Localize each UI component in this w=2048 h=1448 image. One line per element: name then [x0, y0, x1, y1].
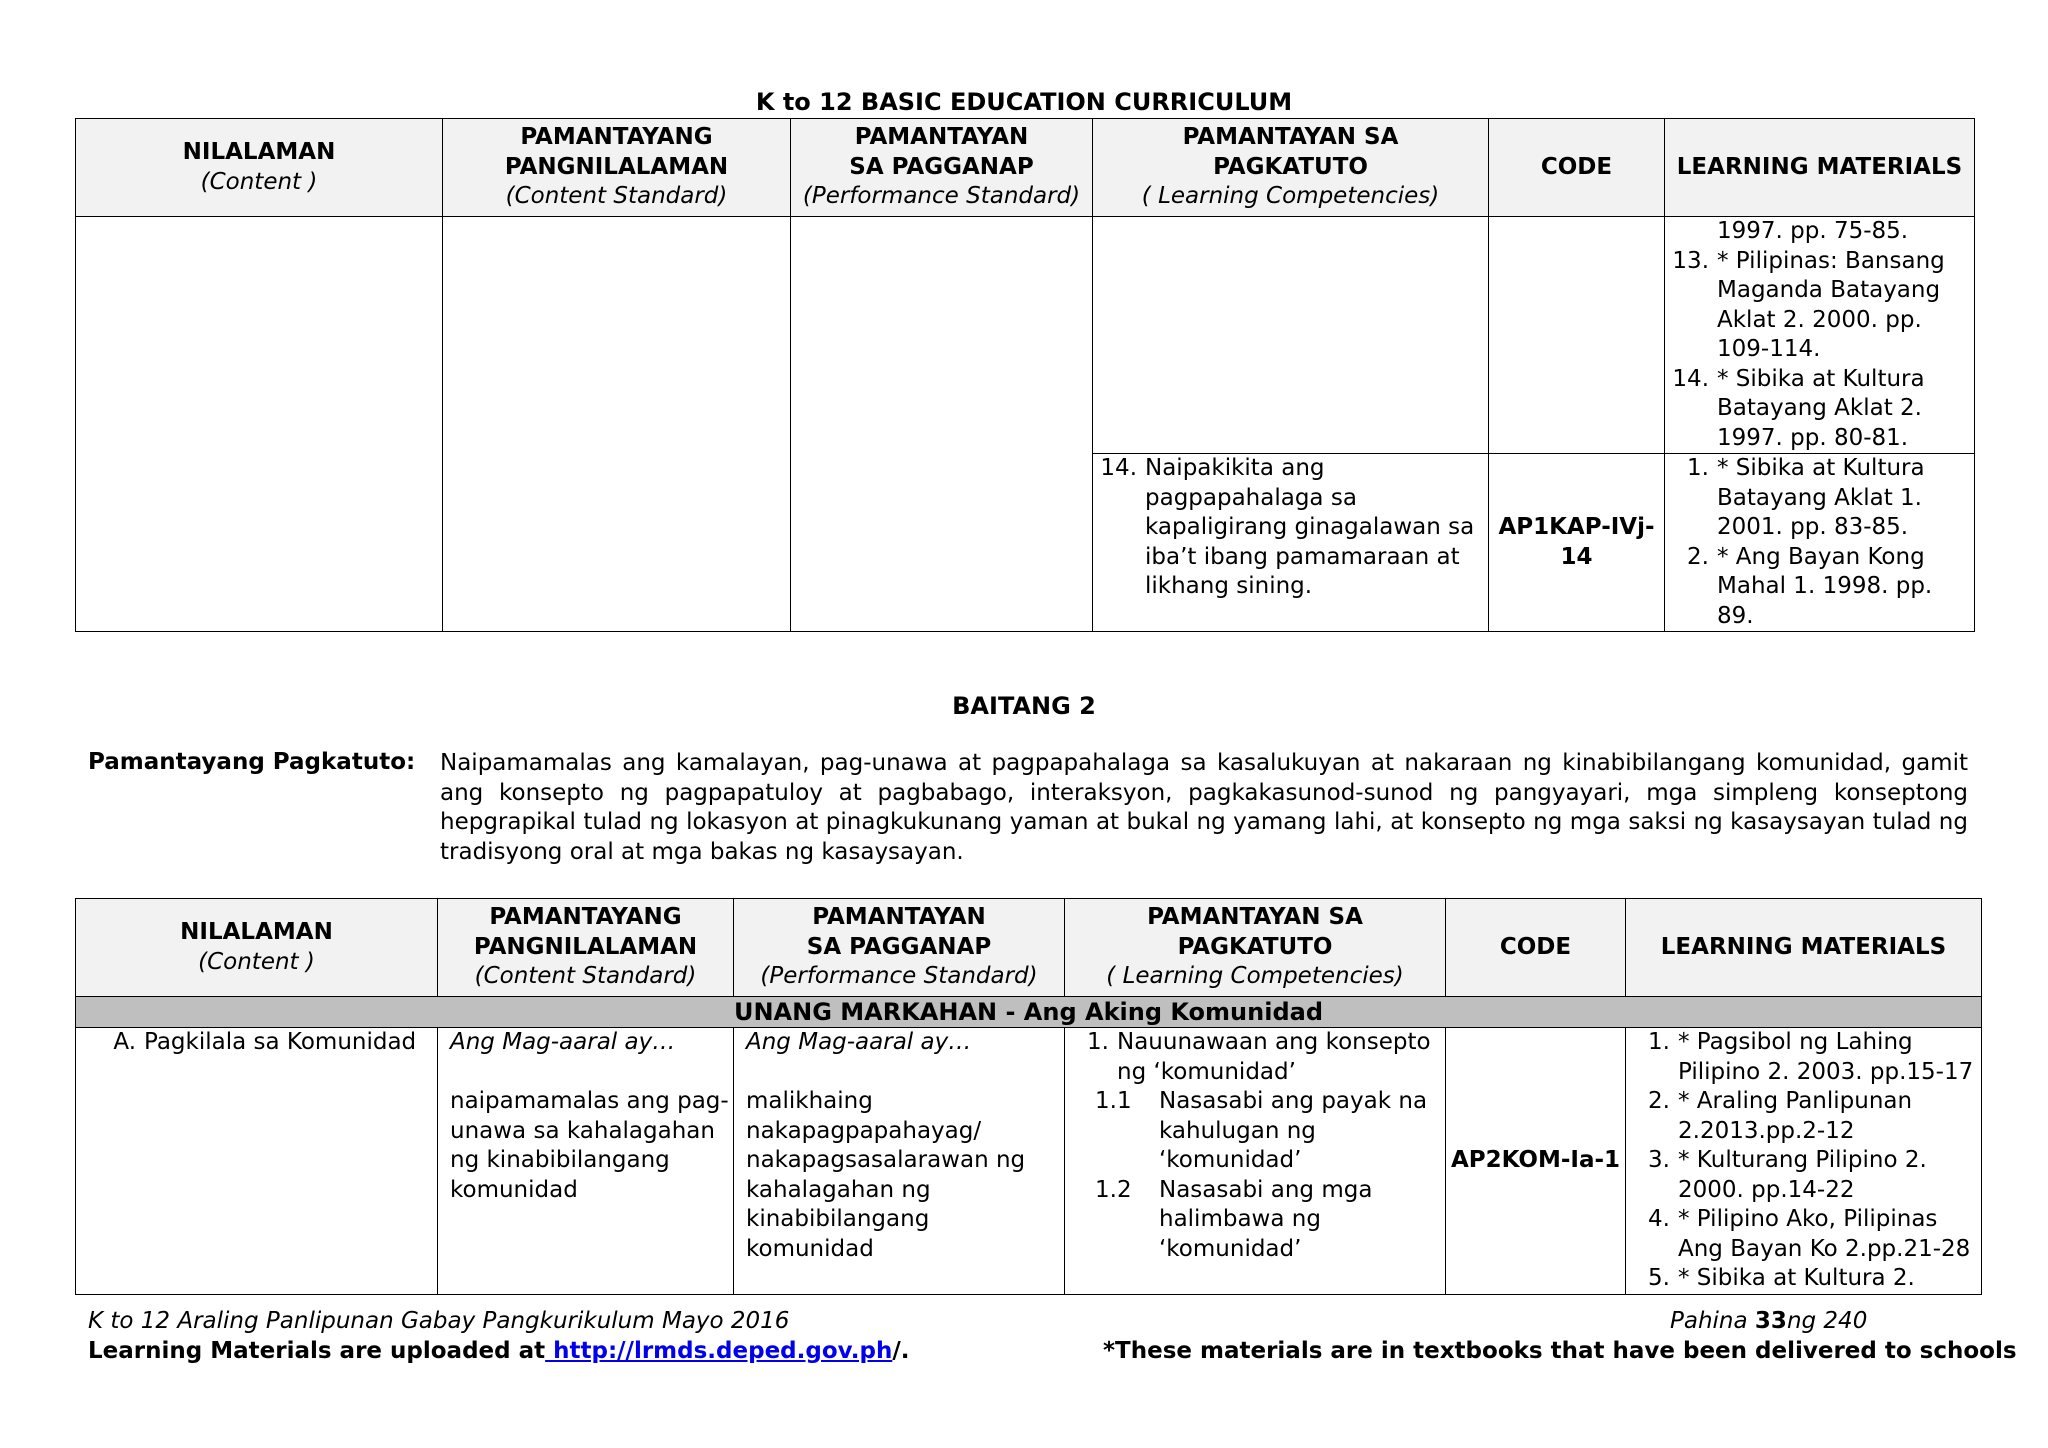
content-item: A. Pagkilala sa Komunidad	[113, 1029, 417, 1055]
footer-upload-note: Learning Materials are uploaded at http://lrmds.deped.gov.ph/.	[88, 1338, 910, 1364]
materials-cell	[1665, 454, 1975, 632]
quarter-row	[76, 997, 1982, 1028]
header-content-standard: PAMANTAYANG PANGNILALAMAN (Content Standard)	[443, 119, 791, 217]
list-item: 13. * Pilipinas: Bansang Maganda Batayang Aklat 2. 2000. pp. 109-114.	[1672, 247, 1945, 362]
list-item: 5. * Sibika at Kultura 2.	[1648, 1265, 1915, 1291]
document-title: K to 12 BASIC EDUCATION CURRICULUM	[755, 88, 1293, 116]
competency-item: 14. Naipakikita ang pagpapahalaga sa kapaligirang ginagalawan sa iba’t ibang pamamaraan at likhang sining.	[1100, 455, 1475, 599]
list-item: 2. * Ang Bayan Kong Mahal 1. 1998. pp. 89.	[1687, 543, 1933, 629]
materials-cell	[1626, 1028, 1982, 1295]
section-heading: BAITANG 2	[952, 692, 1096, 720]
header-code: CODE	[1446, 899, 1626, 997]
header-content: NILALAMAN (Content )	[76, 899, 438, 997]
competency-code: AP2KOM-Ia-1	[1450, 1147, 1621, 1173]
header-performance-standard: PAMANTAYAN SA PAGGANAP (Performance Standard)	[734, 899, 1065, 997]
header-learning-competencies: PAMANTAYAN SA PAGKATUTO ( Learning Competencies)	[1093, 119, 1489, 217]
header-code: CODE	[1489, 119, 1665, 217]
header-content-standard: PAMANTAYANG PANGNILALAMAN (Content Standard)	[438, 899, 734, 997]
competency-cell	[1093, 454, 1489, 632]
materials-cell	[1665, 217, 1975, 454]
competency-cell	[1093, 217, 1489, 454]
code-cell	[1489, 454, 1665, 632]
curriculum-table-grade1	[75, 118, 1975, 632]
standard-text: Naipamamalas ang kamalayan, pag-unawa at pagpapahalaga sa kasalukuyan at nakaraan ng kinabibilangang komunidad, gamit ang konsepto ng pagpapatuloy at pagbabago, interaksyon, pagkakasunod-sunod ng pangyayari, mga simpleng konseptong hepgrapikal tulad ng lokasyon at pinagkukunang yaman at bukal ng yamang lahi, at konsepto ng mga saksi ng kasaysayan tulad ng tradisyong oral at mga bakas ng kasaysayan.	[440, 750, 1968, 865]
table-row	[76, 1028, 1982, 1295]
competency-item: 1. Nauunawaan ang konsepto ng ‘komunidad’	[1087, 1029, 1431, 1085]
header-learning-materials: LEARNING MATERIALS	[1665, 119, 1975, 217]
header-performance-standard: PAMANTAYAN SA PAGGANAP (Performance Standard)	[791, 119, 1093, 217]
table-header-row	[76, 119, 1975, 217]
page-number: Pahina 33ng 240	[1670, 1308, 1868, 1334]
table-header-row	[76, 899, 1982, 997]
list-item: 2. * Araling Panlipunan 2.2013.pp.2-12	[1648, 1088, 1913, 1144]
sub-competency-item: 1.1 Nasasabi ang payak na kahulugan ng ‘komunidad’	[1095, 1088, 1428, 1173]
list-item: 1. * Sibika at Kultura Batayang Aklat 1. 2001. pp. 83-85.	[1687, 455, 1925, 540]
footer-guide-title: K to 12 Araling Panlipunan Gabay Pangkurikulum Mayo 2016	[88, 1308, 790, 1334]
content-standard-text: naipamamalas ang pag-unawa sa kahalagahan ng kinabibilangang komunidad	[450, 1088, 729, 1203]
list-item: 14. * Sibika at Kultura Batayang Aklat 2. 1997. pp. 80-81.	[1672, 365, 1925, 451]
performance-standard-cell	[791, 217, 1093, 632]
code-cell	[1446, 1028, 1626, 1295]
code-cell	[1489, 217, 1665, 454]
material-continuation: 1997. pp. 75-85.	[1717, 218, 1909, 244]
header-content: NILALAMAN (Content )	[76, 119, 443, 217]
content-cell	[76, 1028, 438, 1295]
content-standard-cell	[438, 1028, 734, 1295]
content-standard-intro: Ang Mag-aaral ay…	[450, 1029, 676, 1055]
list-item: 4. * Pilipino Ako, Pilipinas Ang Bayan Ko 2.pp.21-28	[1648, 1206, 1971, 1262]
content-cell	[76, 217, 443, 632]
table-row	[76, 217, 1975, 454]
content-standard-cell	[443, 217, 791, 632]
curriculum-table-grade2	[75, 898, 1982, 1295]
header-learning-materials: LEARNING MATERIALS	[1626, 899, 1982, 997]
standard-label: Pamantayang Pagkatuto:	[88, 749, 416, 775]
competency-code: AP1KAP-IVj-14	[1498, 514, 1655, 570]
quarter-title: UNANG MARKAHAN - Ang Aking Komunidad	[76, 997, 1982, 1028]
list-item: 3. * Kulturang Pilipino 2. 2000. pp.14-22	[1648, 1147, 1927, 1203]
lrmds-link[interactable]: http://lrmds.deped.gov.ph	[545, 1338, 893, 1364]
competency-cell	[1065, 1028, 1446, 1295]
footer-disclaimer: *These materials are in textbooks that have been delivered to schools	[1103, 1338, 2017, 1364]
header-learning-competencies: PAMANTAYAN SA PAGKATUTO ( Learning Competencies)	[1065, 899, 1446, 997]
performance-standard-intro: Ang Mag-aaral ay…	[746, 1029, 972, 1055]
list-item: 1. * Pagsibol ng Lahing Pilipino 2. 2003. pp.15-17	[1648, 1029, 1974, 1085]
performance-standard-text: malikhaing nakapagpapahayag/ nakapagsasalarawan ng kahalagahan ng kinabibilangang komunidad	[746, 1088, 1026, 1262]
performance-standard-cell	[734, 1028, 1065, 1295]
sub-competency-item: 1.2 Nasasabi ang mga halimbawa ng ‘komunidad’	[1095, 1176, 1373, 1262]
